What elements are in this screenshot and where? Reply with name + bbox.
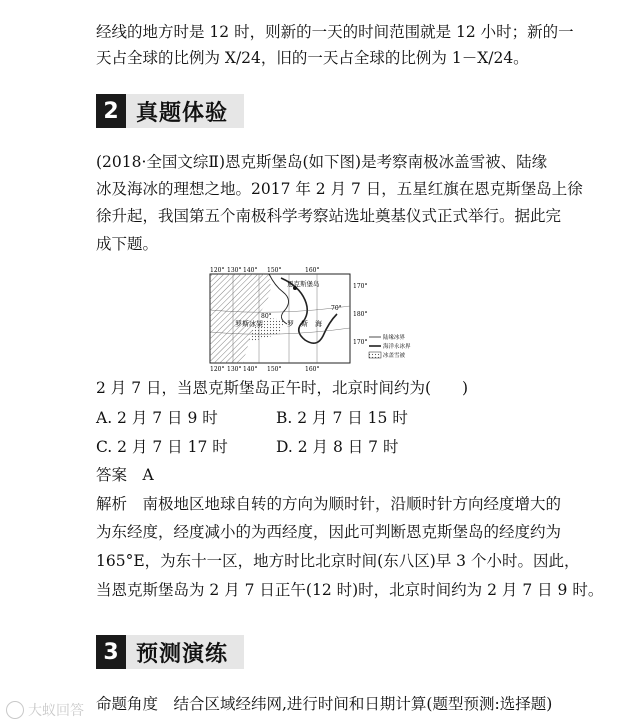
option-a: A. 2 月 7 日 9 时 (96, 409, 218, 427)
legend-item: 陆缘冰界 (383, 335, 406, 341)
section-number: 3 (96, 635, 126, 669)
bottom-tick: 140° (243, 366, 258, 373)
sea-label: 斯 (301, 320, 308, 328)
answer-line: 答案 A (96, 466, 154, 484)
question-stem-1: (2018·全国文综Ⅱ)恩克斯堡岛(如下图)是考察南极冰盖雪被、陆缘 (96, 153, 548, 171)
footer-line: 命题角度 结合区域经纬网,进行时间和日期计算(题型预测:选择题) (96, 695, 553, 713)
bottom-tick: 160° (305, 366, 320, 373)
top-tick: 150° (267, 267, 282, 274)
legend-item: 海洋永冰界 (383, 344, 411, 350)
analysis-line-3: 165°E，为东十一区，地方时比北京时间(东八区)早 3 个小时。因此， (96, 552, 580, 570)
watermark-text: 大蚁回答 (28, 703, 84, 719)
top-tick: 160° (305, 267, 320, 274)
option-b: B. 2 月 7 日 15 时 (276, 409, 408, 427)
bottom-tick: 120° (210, 366, 225, 373)
section-title: 预测演练 (136, 641, 229, 667)
analysis-line-4: 当恩克斯堡岛为 2 月 7 日正午(12 时)时，北京时间约为 2 月 7 日 9 时。 (96, 581, 604, 599)
right-tick: 170° (353, 283, 368, 290)
intro-line-2: 天占全球的比例为 X/24，旧的一天占全球的比例为 1－X/24。 (96, 49, 529, 67)
right-tick: 180° (353, 311, 368, 318)
top-tick: 130° (227, 267, 242, 274)
analysis-line-1: 解析 南极地区地球自转的方向为顺时针，沿顺时针方向经度增大的 (96, 495, 562, 513)
legend-item: 冰盖雪被 (383, 353, 406, 359)
island-label: 恩克斯堡岛 (287, 280, 320, 288)
option-c: C. 2 月 7 日 17 时 (96, 438, 228, 456)
analysis-line-2: 为东经度，经度减小的为西经度，因此可判断恩克斯堡岛的经度约为 (96, 523, 562, 541)
section-header-2 (96, 94, 244, 128)
question-stem-3: 徐升起，我国第五个南极科学考察站选址奠基仪式正式举行。据此完 (96, 207, 562, 225)
bottom-tick: 130° (227, 366, 242, 373)
question-ask: 2 月 7 日，当恩克斯堡岛正午时，北京时间约为( ) (96, 379, 469, 397)
lat-label: 80° (261, 313, 272, 320)
question-stem-4: 成下题。 (96, 235, 159, 253)
question-stem-2: 冰及海冰的理想之地。2017 年 2 月 7 日，五星红旗在恩克斯堡岛上徐 (96, 180, 583, 198)
section-title: 真题体验 (136, 100, 229, 126)
top-tick: 120° (210, 267, 225, 274)
option-d: D. 2 月 8 日 7 时 (276, 438, 399, 456)
right-tick: 170° (353, 339, 368, 346)
legend-icesheet-symbol (369, 352, 381, 358)
section-header-3 (96, 635, 244, 669)
section-number: 2 (96, 94, 126, 128)
bottom-tick: 150° (267, 366, 282, 373)
intro-line-1: 经线的地方时是 12 时，则新的一天的时间范围就是 12 小时；新的一 (96, 23, 574, 41)
sea-label: 罗 (287, 320, 294, 328)
top-tick: 140° (243, 267, 258, 274)
antarctic-map (209, 266, 421, 374)
lat-label: 70° (331, 305, 342, 312)
watermark-icon (6, 701, 24, 719)
sea-label: 海 (315, 320, 322, 328)
watermark (6, 700, 84, 720)
ice-shelf-label: 罗斯冰架 (235, 320, 263, 328)
